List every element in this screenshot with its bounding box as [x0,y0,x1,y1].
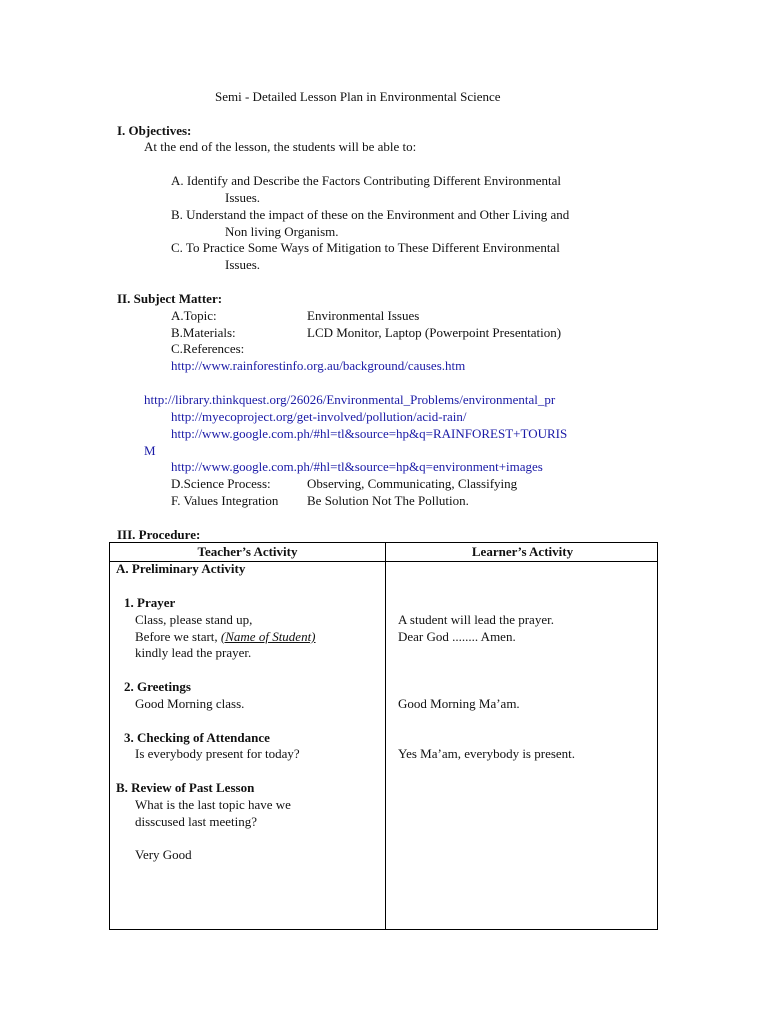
objectives-intro: At the end of the lesson, the students will be able to: [144,139,417,154]
reference-link-2[interactable]: http://library.thinkquest.org/26026/Environmental_Problems/environmental_pr [144,392,556,407]
preliminary-activity-heading: A. Preliminary Activity [116,561,246,576]
prayer-teacher-line2 [135,629,316,645]
review-heading: B. Review of Past Lesson [116,780,255,795]
values-integration-value: Be Solution Not The Pollution. [307,493,469,508]
objective-b-line2: Non living Organism. [225,224,339,239]
prayer-teacher-line3: kindly lead the prayer. [135,645,252,660]
reference-link-4-cont[interactable]: M [144,443,156,458]
reference-link-1[interactable]: http://www.rainforestinfo.org.au/background/causes.htm [171,358,466,373]
materials-label: B.Materials: [171,325,236,340]
attendance-heading: 3. Checking of Attendance [124,730,270,745]
objectives-heading: I. Objectives: [117,123,192,138]
materials-value: LCD Monitor, Laptop (Powerpoint Presentation) [307,325,562,340]
student-name-placeholder: (Name of Student) [220,629,316,644]
prayer-learner-line2: Dear God ........ Amen. [398,629,516,644]
teacher-activity-header: Teacher’s Activity [197,544,298,559]
reference-link-3[interactable]: http://myecoproject.org/get-involved/pollution/acid-rain/ [171,409,467,424]
prayer-teacher-line2-text: Before we start, [135,629,218,644]
objective-a-line1: A. Identify and Describe the Factors Contributing Different Environmental [171,173,562,188]
objective-b-line1: B. Understand the impact of these on the Environment and Other Living and [171,207,570,222]
science-process-label: D.Science Process: [171,476,271,491]
prayer-heading: 1. Prayer [124,595,176,610]
procedure-heading: III. Procedure: [117,527,201,542]
greetings-heading: 2. Greetings [124,679,191,694]
topic-label: A.Topic: [171,308,217,323]
objective-c-line2: Issues. [225,257,261,272]
review-teacher-line2: disscused last meeting? [135,814,258,829]
subject-matter-heading: II. Subject Matter: [117,291,223,306]
science-process-value: Observing, Communicating, Classifying [307,476,518,491]
objective-c-line1: C. To Practice Some Ways of Mitigation to These Different Environmental [171,240,560,255]
references-label: C.References: [171,341,245,356]
topic-value: Environmental Issues [307,308,420,323]
greetings-learner-text: Good Morning Ma’am. [398,696,520,711]
column-divider [385,543,386,929]
objective-a-line2: Issues. [225,190,261,205]
reference-link-5[interactable]: http://www.google.com.ph/#hl=tl&source=hp&q=environment+images [171,459,543,474]
page-title: Semi - Detailed Lesson Plan in Environmental Science [215,89,501,104]
review-teacher-line1: What is the last topic have we [135,797,291,812]
reference-link-4[interactable]: http://www.google.com.ph/#hl=tl&source=hp&q=RAINFOREST+TOURIS [171,426,568,441]
attendance-teacher-text: Is everybody present for today? [135,746,300,761]
prayer-teacher-line1: Class, please stand up, [135,612,253,627]
values-integration-label: F. Values Integration [171,493,279,508]
prayer-learner-line1: A student will lead the prayer. [398,612,554,627]
attendance-learner-text: Yes Ma’am, everybody is present. [398,746,576,761]
greetings-teacher-text: Good Morning class. [135,696,245,711]
learner-activity-header: Learner’s Activity [471,544,574,559]
review-teacher-line3: Very Good [135,847,192,862]
